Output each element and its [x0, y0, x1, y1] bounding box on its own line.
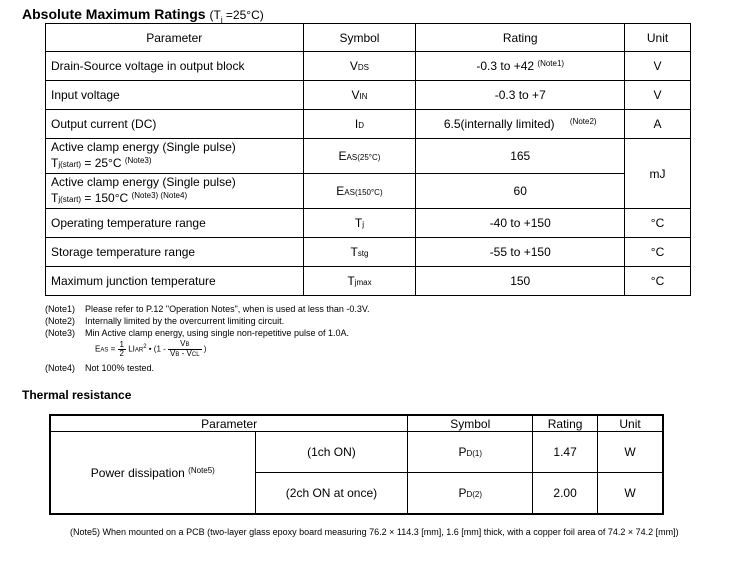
table-row [46, 81, 691, 110]
param-cell: Input voltage [46, 81, 304, 110]
unit-cell: A [625, 110, 691, 139]
abs-max-table [45, 23, 691, 296]
thermal-header-rating: Rating [533, 416, 598, 432]
table-row [51, 432, 663, 473]
param-cell: Maximum junction temperature [46, 267, 304, 296]
symbol-cell: Tstg [303, 238, 416, 267]
unit-cell: V [625, 52, 691, 81]
table-row [46, 238, 691, 267]
abs-max-header-row [46, 24, 691, 52]
formula-half: $\frac{1}{2}$ [119, 340, 124, 358]
symbol-cell: EAS(25°C) [303, 139, 416, 174]
unit-cell: °C [625, 209, 691, 238]
symbol-cell: Tj [303, 209, 416, 238]
header-unit: Unit [625, 24, 691, 52]
energy-formula: EAS = $\frac{1}{2}$ LIAR$^2$ • (1 - $\frac{VB}{\text{VB - VCL}}$ ) [95, 339, 207, 358]
symbol-cell: VIN [303, 81, 416, 110]
thermal-unit-cell: W [598, 473, 663, 514]
unit-cell: V [625, 81, 691, 110]
note-5: (Note5) When mounted on a PCB (two-layer glass epoxy board measuring 76.2 × 114.3 [mm], 1.6 [mm] thick, with a copper foil area of 74.2 × 74.2 [mm]) [70, 527, 679, 537]
unit-cell: °C [625, 238, 691, 267]
note-2: (Note2) Internally limited by the overcurrent limiting circuit. [45, 316, 285, 326]
table-row [46, 209, 691, 238]
thermal-header-row [51, 416, 663, 432]
header-symbol: Symbol [303, 24, 416, 52]
param-cell: Operating temperature range [46, 209, 304, 238]
thermal-rating-cell: 1.47 [533, 432, 598, 473]
thermal-header-symbol: Symbol [408, 416, 533, 432]
rating-cell: 60 [416, 174, 625, 209]
rating-cell: -0.3 to +42 $^{(Note1)}$ [416, 52, 625, 81]
table-row [46, 110, 691, 139]
thermal-cond-cell: (1ch ON) [255, 432, 408, 473]
thermal-symbol-cell: PD(1) [408, 432, 533, 473]
header-rating: Rating [416, 24, 625, 52]
note-3: (Note3) Min Active clamp energy, using single non-repetitive pulse of 1.0A. [45, 328, 349, 338]
table-row [46, 52, 691, 81]
rating-cell: 150 [416, 267, 625, 296]
symbol-cell: Tjmax [303, 267, 416, 296]
abs-max-title-text: Absolute Maximum Ratings [22, 6, 206, 22]
thermal-table [50, 415, 663, 514]
thermal-symbol-cell: PD(2) [408, 473, 533, 514]
table-row [46, 174, 691, 209]
thermal-rating-cell: 2.00 [533, 473, 598, 514]
rating-cell: -55 to +150 [416, 238, 625, 267]
table-row [46, 139, 691, 174]
param-cell: Output current (DC) [46, 110, 304, 139]
rating-cell: -40 to +150 [416, 209, 625, 238]
symbol-cell: EAS(150°C) [303, 174, 416, 209]
rating-cell: 6.5(internally limited) $^{(Note2)}$ [416, 110, 625, 139]
rating-cell: 165 [416, 139, 625, 174]
abs-max-title [22, 6, 264, 24]
note-1: (Note1) Please refer to P.12 "Operation Notes", when is used at less than -0.3V. [45, 304, 370, 314]
param-cell: Active clamp energy (Single pulse) Tj(start) = 150°C $^{(Note3) (Note4)}$ [46, 174, 304, 209]
thermal-header-unit: Unit [598, 416, 663, 432]
thermal-param-cell: Power dissipation $^{(Note5)}$ [51, 432, 256, 514]
unit-cell: °C [625, 267, 691, 296]
abs-max-condition: $(T_j =25^\circ C)$ [209, 8, 264, 25]
thermal-title: Thermal resistance [22, 388, 132, 402]
header-parameter: Parameter [46, 24, 304, 52]
thermal-header-parameter: Parameter [51, 416, 408, 432]
unit-cell-energy: mJ [625, 139, 691, 209]
param-cell: Drain-Source voltage in output block [46, 52, 304, 81]
symbol-cell: VDS [303, 52, 416, 81]
formula-ratio: $\frac{VB}{\text{VB - VCL}}$ [170, 339, 200, 358]
param-cell: Active clamp energy (Single pulse) Tj(start) = 25°C $^{(Note3)}$ [46, 139, 304, 174]
notes-block [45, 303, 370, 339]
table-row [46, 267, 691, 296]
rating-cell: -0.3 to +7 [416, 81, 625, 110]
note-4: (Note4) Not 100% tested. [45, 363, 155, 373]
thermal-unit-cell: W [598, 432, 663, 473]
thermal-cond-cell: (2ch ON at once) [255, 473, 408, 514]
param-cell: Storage temperature range [46, 238, 304, 267]
symbol-cell: ID [303, 110, 416, 139]
